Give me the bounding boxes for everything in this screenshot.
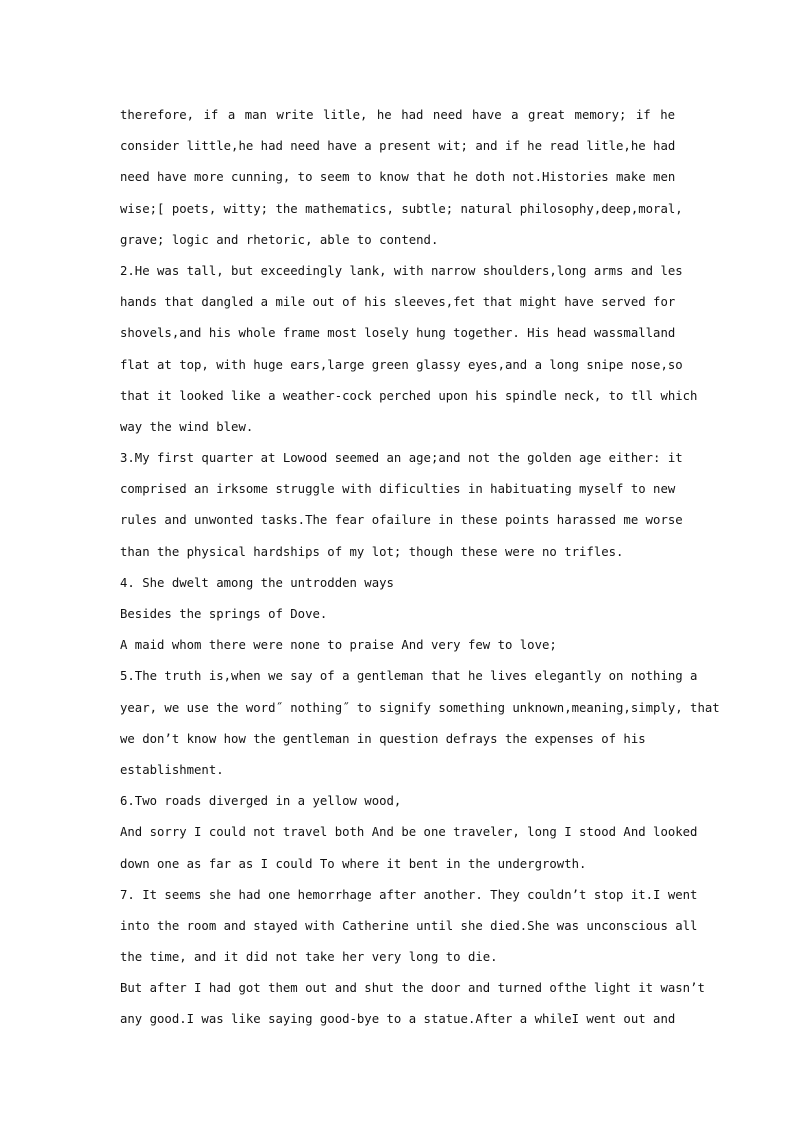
text-line: therefore, if a man write litle, he had need have a great memory; if he <box>120 108 675 122</box>
text-line: down one as far as I could To where it bent in the undergrowth. <box>120 856 587 871</box>
text-line: Besides the springs of Dove. <box>120 607 328 621</box>
text-line: 2.He was tall, but exceedingly lank, with narrow shoulders,long arms and les <box>120 263 683 278</box>
text-line: rules and unwonted tasks.The fear ofailure in these points harassed me worse <box>120 513 683 528</box>
text-line: comprised an irksome struggle with dificulties in habituating myself to new <box>120 482 676 497</box>
text-line: A maid whom there were none to praise And very few to love; <box>120 638 557 653</box>
text-line: shovels,and his whole frame most losely hung together. His head wassmalland <box>120 326 676 341</box>
text-line: flat at top, with huge ears,large green glassy eyes,and a long snipe nose,so <box>120 357 683 372</box>
text-line: 6.Two roads diverged in a yellow wood, <box>120 794 402 809</box>
text-line: we don’t know how the gentleman in question defrays the expenses of his <box>120 731 646 746</box>
text-line: hands that dangled a mile out of his sleeves,fet that might have served for <box>120 295 676 310</box>
text-line: into the room and stayed with Catherine until she died.She was unconscious all <box>120 918 698 933</box>
body-text <box>120 100 720 1036</box>
text-line: establishment. <box>120 762 224 777</box>
text-line: year, we use the word˝ nothing˝ to signify something unknown,meaning,simply, that <box>120 700 720 715</box>
text-line: that it looked like a weather-cock perched upon his spindle neck, to tll which <box>120 388 698 403</box>
text-line: need have more cunning, to seem to know that he doth not.Histories make men <box>120 170 676 185</box>
text-line: 4. She dwelt among the untrodden ways <box>120 575 394 590</box>
text-line: 7. It seems she had one hemorrhage after another. They couldn’t stop it.I went <box>120 887 698 902</box>
text-line: grave; logic and rhetoric, able to contend. <box>120 232 439 247</box>
text-line: And sorry I could not travel both And be one traveler, long I stood And looked <box>120 825 698 840</box>
text-line: But after I had got them out and shut the door and turned ofthe light it wasn’t <box>120 981 705 996</box>
text-line: consider little,he had need have a present wit; and if he read litle,he had <box>120 139 676 154</box>
text-line: 5.The truth is,when we say of a gentleman that he lives elegantly on nothing a <box>120 669 698 684</box>
text-line: any good.I was like saying good-bye to a statue.After a whileI went out and <box>120 1012 676 1027</box>
text-line: way the wind blew. <box>120 419 254 434</box>
text-line: than the physical hardships of my lot; though these were no trifles. <box>120 544 624 559</box>
text-line: wise;[ poets, witty; the mathematics, subtle; natural philosophy,deep,moral, <box>120 201 683 216</box>
text-line: the time, and it did not take her very long to die. <box>120 950 498 965</box>
text-line: 3.My first quarter at Lowood seemed an age;and not the golden age either: it <box>120 451 683 466</box>
